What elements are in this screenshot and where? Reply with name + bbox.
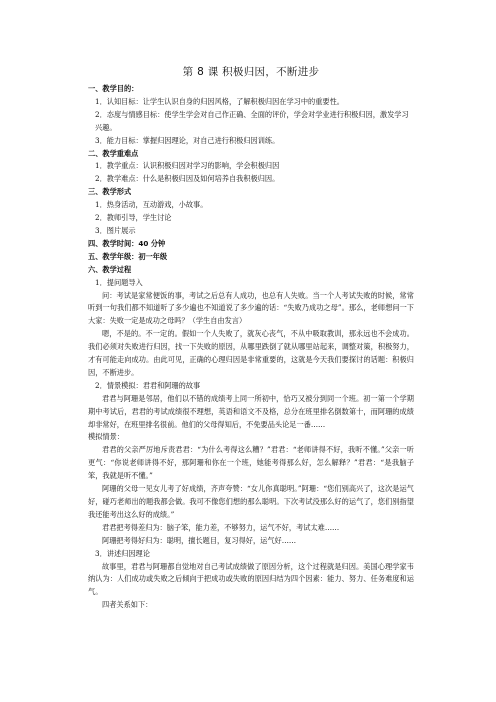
paragraph: 阿珊把考得好归为：聪明，擅长题目，复习得好，运气好…… (102, 535, 297, 545)
section-heading-objectives: 一、教学目的： (88, 84, 139, 93)
paragraph: 阿珊的父母一见女儿考了好成绩，齐声夸赞：“女儿你真聪明。”阿珊：“您们别高兴了，这次是运气好，碰巧老师出的题我都会做。我可不像您们想的那么聪明。下次考试没那么好的运气了，您们别指望我还能考出这么好的成绩。” (88, 484, 414, 519)
document-page (88, 64, 414, 612)
paragraph: 故事里，君君与阿珊都自觉地对自己考试成绩做了原因分析，这个过程就是归因。美国心理学家韦纳认为：人们成功或失败之后倾向于把成功或失败的原因归结为四个因素：能力、努力、任务难度和运气。 (88, 561, 414, 597)
form-item: 2．教师引导，学生讨论 (95, 213, 172, 223)
paragraph: 君君与阿珊是邻居，他们以不错的成绩考上同一所初中，恰巧又被分到同一个班。初一第一个学期期中考试后，君君的考试成绩很不理想，英语和语文不及格，总分在班里排名倒数第十，而阿珊的成绩却非常好，在班里排名很前。他们的父母得知后，不免要品头论足一番…… (88, 393, 414, 429)
form-item: 3．图片展示 (95, 225, 136, 235)
scene-label: 模拟情景： (88, 432, 124, 442)
objective-item: 1．认知目标：让学生认识自身的归因风格，了解积极归因在学习中的重要性。 (95, 96, 344, 106)
objective-item: 3．能力目标：掌握归因理论，对自己进行积极归因训练。 (95, 135, 280, 145)
page-title: 第 8 课 积极归因，不断进步 (182, 66, 320, 78)
section-heading-forms: 三、教学形式 (88, 187, 132, 197)
key-point-item: 2．教学难点：什么是积极归因及如何培养自我积极归因。 (95, 174, 280, 184)
paragraph: 君君把考得差归为：脑子笨，能力差，不够努力，运气不好，考试太难…… (102, 522, 340, 532)
key-point-item: 1．教学重点：认识积极归因对学习的影响，学会积极归因 (95, 161, 280, 171)
section-heading-process: 六、教学过程 (88, 264, 132, 274)
process-step-heading: 3．讲述归因理论 (95, 548, 150, 558)
process-step-heading: 1．提问题导入 (95, 277, 143, 287)
section-heading-grade: 五、教学年级：初一年级 (88, 251, 168, 261)
paragraph: 问：考试是家常便饭的事，考试之后总有人成功，也总有人失败。当一个人考试失败的时候，常常听到一句我们都不知道听了多少遍也不知道说了多少遍的话：“失败乃成功之母”。那么，老师想问一下大家：失败一定是成功之母吗？（学生自由发言） (88, 290, 414, 326)
paragraph: 君君的父亲严厉地斥责君君：“为什么考得这么糟？”君君：“老师讲得不好，我听不懂。”父亲一听更气：“你说老师讲得不好，那阿珊和你在一个班，她能考得那么好，怎么解释？”君君：“是我脑子笨，我就是听不懂。” (88, 445, 414, 481)
section-heading-key-points: 二、教学重难点 (88, 148, 139, 158)
form-item: 1．热身活动，互动游戏，小故事。 (95, 200, 208, 210)
objective-item: 2．态度与情感目标：使学生学会对自己作正确、全面的评价，学会对学业进行积极归因，激发学习兴趣。 (95, 109, 409, 132)
paragraph: 四者关系如下： (102, 600, 153, 610)
paragraph: 嗯，不是的。不一定的。假如一个人失败了，就灰心丧气，不从中吸取教训，那永远也不会成功。我们必须对失败进行归因，找一下失败的原因，从哪里跌倒了就从哪里站起来，调整对策，积极努力，才有可能走向成功。由此可见，正确的心理归因是非常重要的，这就是今天我们要探讨的话题：积极归因，不断进步。 (88, 329, 414, 377)
section-heading-time: 四、教学时间：40 分钟 (88, 238, 166, 248)
process-step-heading: 2．情景模拟：君君和阿珊的故事 (95, 380, 201, 390)
